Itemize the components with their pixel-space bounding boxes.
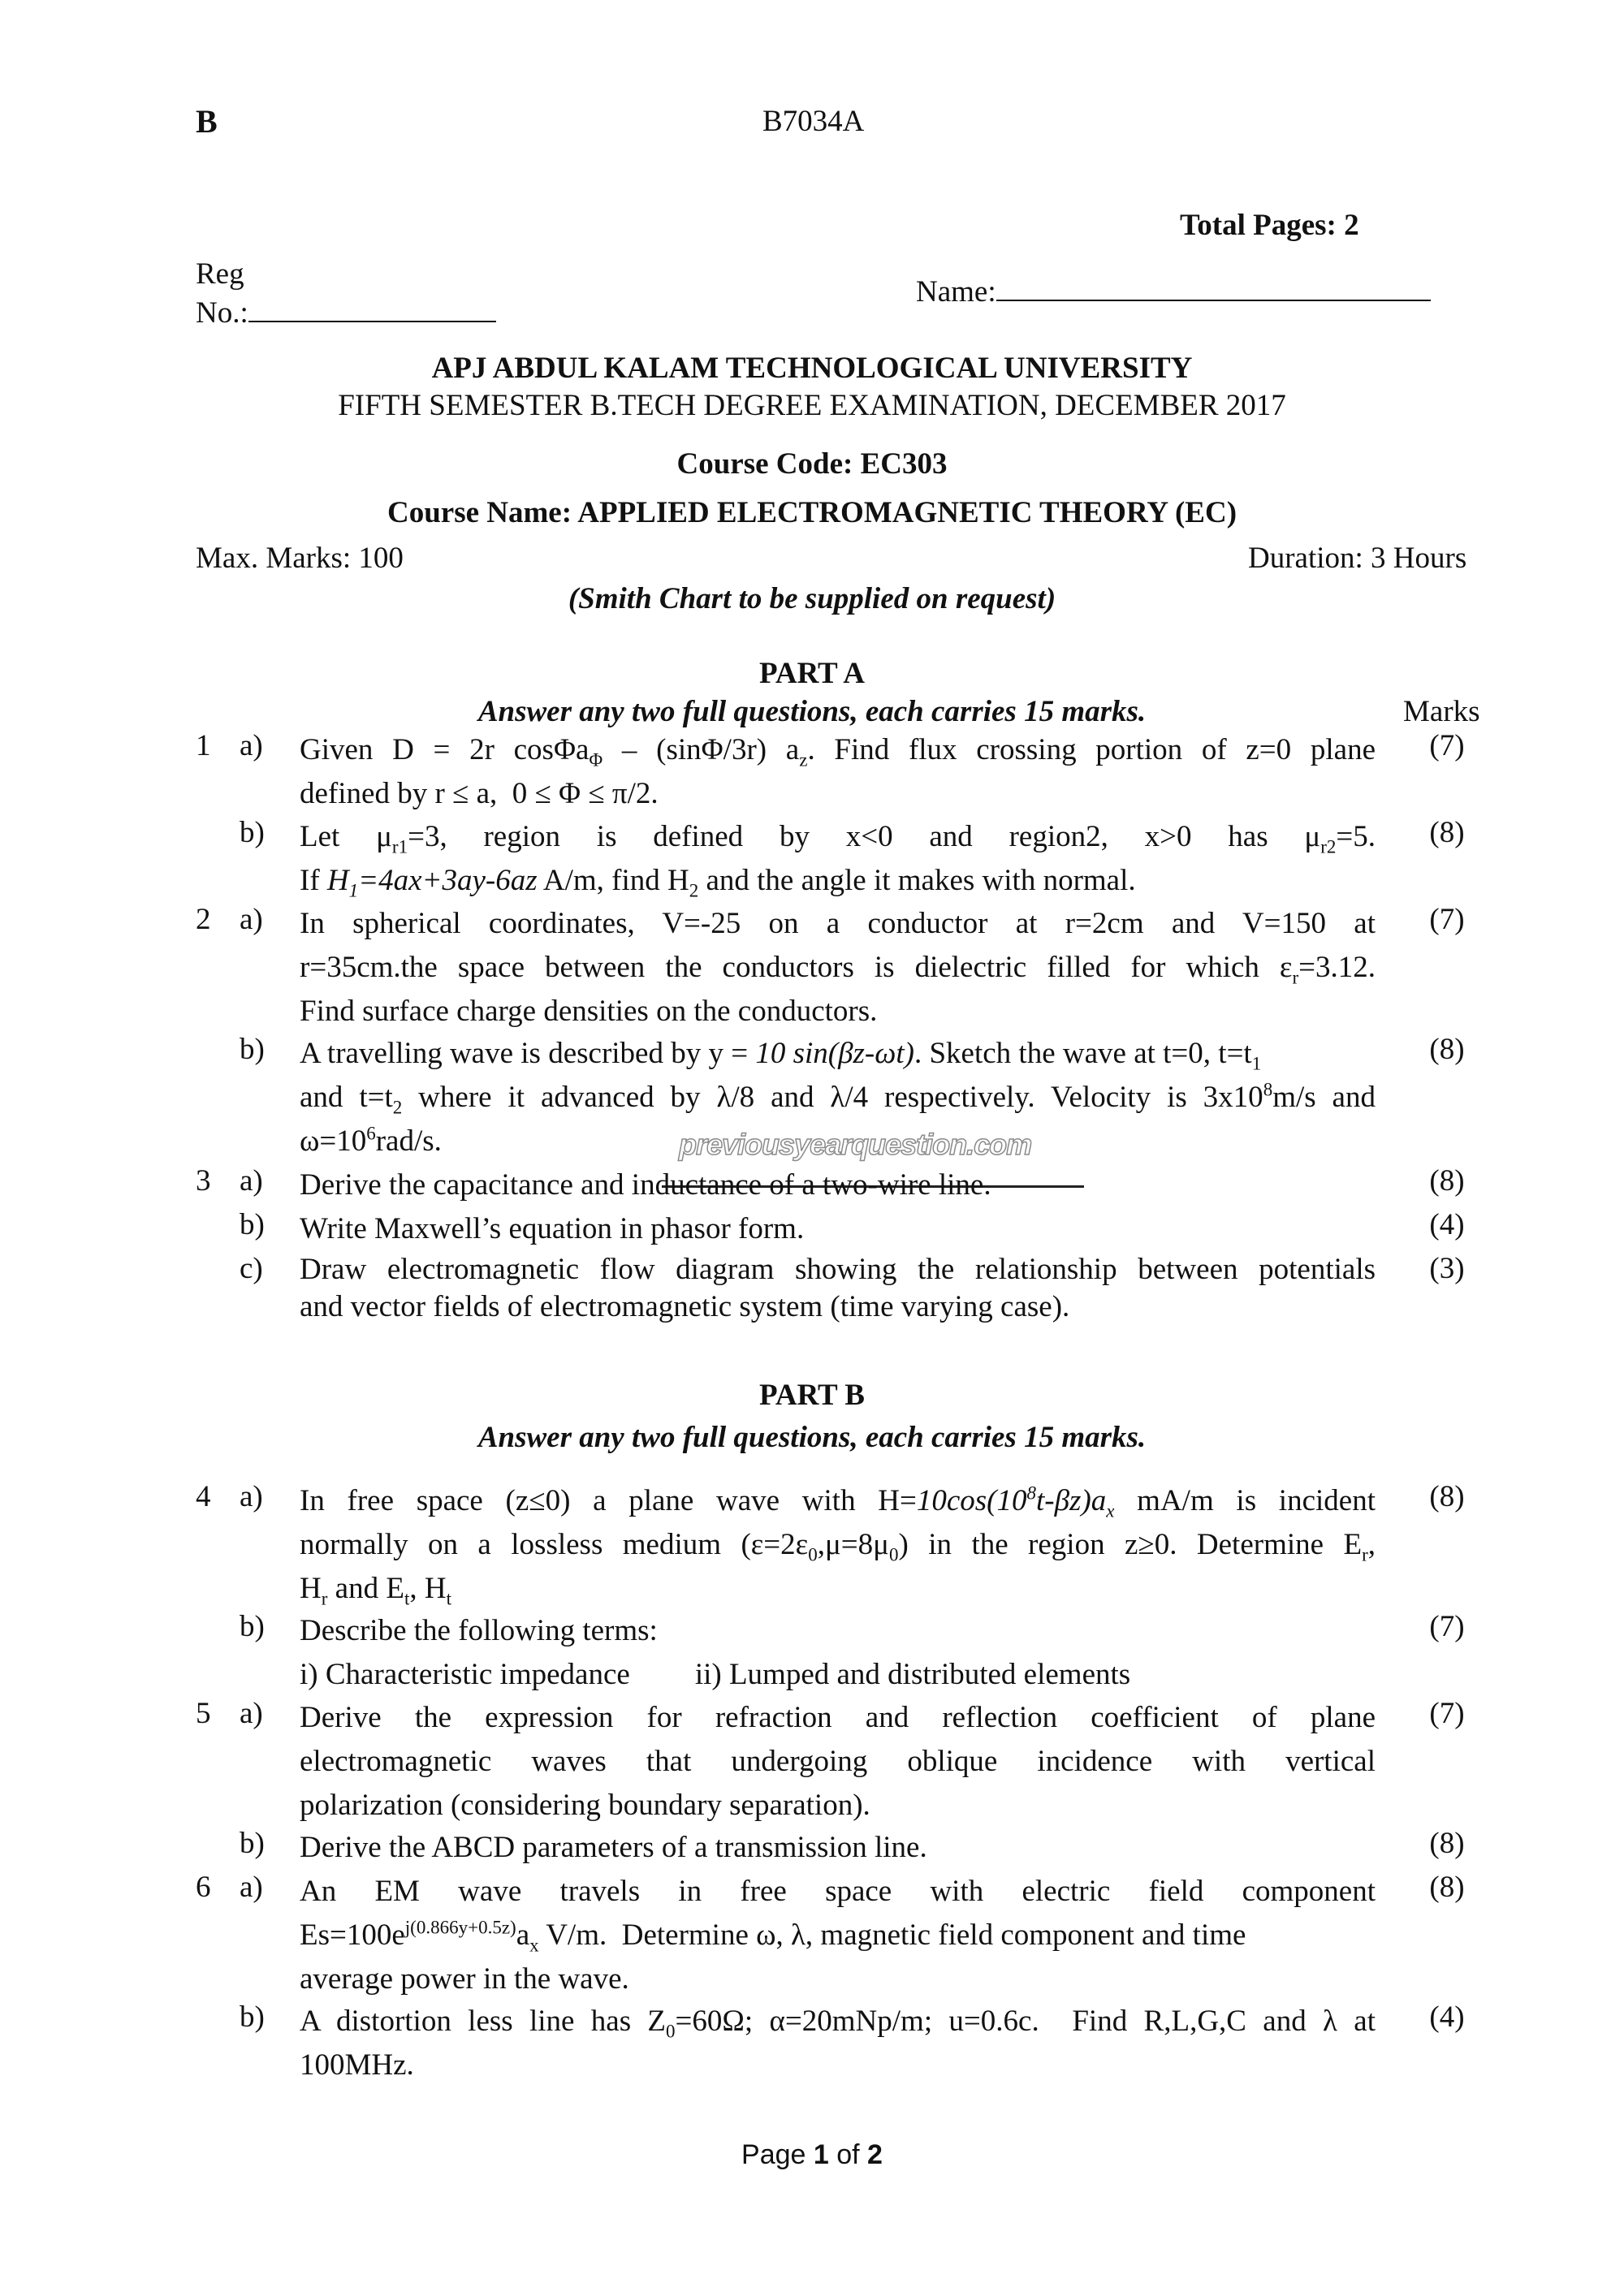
exam-title: FIFTH SEMESTER B.TECH DEGREE EXAMINATION, DECEMBER 2017 xyxy=(338,389,1286,422)
page-footer: Page 1 of 2 xyxy=(741,2139,883,2170)
question-number: 3 xyxy=(196,1164,211,1198)
question-text: In spherical coordinates, V=-25 on a conductor at r=2cm and V=150 at r=35cm.the space between the conductors is dielectric filled for which $\varepsilon_r=3.12$. Find surface charge densities on the conductors. xyxy=(300,907,1376,1028)
question-number: 1 xyxy=(196,729,211,762)
university-name: APJ ABDUL KALAM TECHNOLOGICAL UNIVERSITY xyxy=(431,352,1193,385)
question-text: Describe the following terms: i) Characteristic impedance ii) Lumped and distributed elements xyxy=(300,1614,1131,1691)
part-b-instruction: Answer any two full questions, each carries 15 marks. xyxy=(477,1421,1147,1454)
watermark-logo: previousyearquestion.com xyxy=(679,1128,1032,1161)
marks-value: (7) xyxy=(1429,729,1465,762)
marks-value: (3) xyxy=(1429,1252,1465,1285)
duration: Duration: 3 Hours xyxy=(1248,542,1467,575)
name-label: Name: xyxy=(916,275,996,309)
question-number: 2 xyxy=(196,903,211,936)
sub-question-label: a) xyxy=(240,1871,263,1904)
marks-value: (7) xyxy=(1429,1610,1465,1643)
sub-question-label: a) xyxy=(240,1697,263,1730)
paper-code: B7034A xyxy=(762,105,865,138)
reg-label-2: No.: xyxy=(196,296,248,330)
marks-value: (8) xyxy=(1429,816,1465,849)
total-page-count: 2 xyxy=(867,2139,883,2170)
question-number: 5 xyxy=(196,1697,211,1730)
sub-question-label: c) xyxy=(240,1252,263,1285)
name-blank-line xyxy=(996,299,1431,301)
sub-question-label: a) xyxy=(240,1164,263,1198)
sub-question-label: a) xyxy=(240,1480,263,1513)
marks-column-header: Marks xyxy=(1403,695,1480,728)
marks-value: (4) xyxy=(1429,1208,1465,1241)
marks-value: (8) xyxy=(1429,1033,1465,1066)
sub-question-label: b) xyxy=(240,1827,265,1860)
course-name: Course Name: APPLIED ELECTROMAGNETIC THEORY (EC) xyxy=(387,496,1237,529)
marks-value: (8) xyxy=(1429,1871,1465,1904)
total-pages: Total Pages: 2 xyxy=(1180,209,1359,242)
question-text: Derive the ABCD parameters of a transmission line. xyxy=(300,1831,927,1864)
smith-chart-note: (Smith Chart to be supplied on request) xyxy=(568,582,1056,615)
paper-series: B xyxy=(196,103,218,140)
part-a-heading: PART A xyxy=(759,657,865,690)
question-text: A distortion less line has $Z_0=60\Omega$; α=20mNp/m; u=0.6c. Find R,L,G,C and λ at 100MHz. xyxy=(300,2005,1376,2082)
reg-blank-line xyxy=(248,320,496,322)
sub-question-label: b) xyxy=(240,2000,265,2034)
sub-question-label: b) xyxy=(240,1033,265,1066)
question-text: Given D = 2r cosΦa$_\Phi$ – (sinΦ/3r) $a_z$. Find flux crossing portion of z=0 plane defined by r ≤ a, 0 ≤ Φ ≤ π/2. xyxy=(300,733,1376,810)
sub-question-label: a) xyxy=(240,729,263,762)
term-1: i) Characteristic impedance xyxy=(300,1658,630,1691)
part-b-heading: PART B xyxy=(759,1379,865,1412)
sub-question-label: b) xyxy=(240,1610,265,1643)
marks-value: (8) xyxy=(1429,1827,1465,1860)
sub-question-label: b) xyxy=(240,1208,265,1241)
marks-value: (7) xyxy=(1429,903,1465,936)
question-text: Write Maxwell’s equation in phasor form. xyxy=(300,1212,805,1245)
question-text: Let $\mu_{r1}=3$, region is defined by x<0 and region2, x>0 has $\mu_{r2}=5$. If $H_1=4ax+3ay-6az$ A/m, find $H_2$ and the angle it makes with normal. xyxy=(300,820,1376,901)
course-code: Course Code: EC303 xyxy=(676,447,948,481)
marks-value: (4) xyxy=(1429,2000,1465,2034)
question-text: Draw electromagnetic flow diagram showing the relationship between potentials and vector fields of electromagnetic system (time varying case). xyxy=(300,1253,1376,1323)
question-text: In free space (z≤0) a plane wave with $H=10\cos(10^8t-\beta z)a_x$ mA/m is incident normally on a lossless medium $(\varepsilon=2\varepsilon_0,\mu=8\mu_0)$ in the region z≥0. Determine $E_r$, $H_r$ and $E_t$, $H_t$ xyxy=(300,1482,1376,1609)
part-a-instruction: Answer any two full questions, each carries 15 marks. xyxy=(477,695,1147,728)
question-text: Derive the capacitance and inductance of a two-wire line. xyxy=(300,1168,991,1202)
question-number: 4 xyxy=(196,1480,211,1513)
reg-label-1: Reg xyxy=(196,257,244,291)
sub-question-label: a) xyxy=(240,903,263,936)
question-text: A travelling wave is described by y = 10 sin(βz-ωt). Sketch the wave at t=0, $t=t_1$ and $t=t_2$ where it advanced by λ/8 and λ/4 respectively. Velocity is $3x10^8m/s$ and $\omega=10^6rad/s$. xyxy=(300,1037,1376,1158)
reg-number-field xyxy=(196,296,496,331)
marks-value: (8) xyxy=(1429,1480,1465,1513)
max-marks: Max. Marks: 100 xyxy=(196,542,404,575)
name-field xyxy=(916,274,1431,310)
sub-question-label: b) xyxy=(240,816,265,849)
marks-value: (8) xyxy=(1429,1164,1465,1198)
current-page: 1 xyxy=(813,2139,829,2170)
question-text: Derive the expression for refraction and reflection coefficient of plane electromagnetic waves that undergoing oblique incidence with vertical polarization (considering boundary separation). xyxy=(300,1701,1376,1822)
question-text: An EM wave travels in free space with electric field component $Es=100e^{j(0.866y+0.5z)}a_x$ V/m. Determine ω, λ, magnetic field component and time average power in the wave. xyxy=(300,1875,1376,1996)
marks-value: (7) xyxy=(1429,1697,1465,1730)
question-number: 6 xyxy=(196,1871,211,1904)
term-2: ii) Lumped and distributed elements xyxy=(694,1658,1131,1691)
